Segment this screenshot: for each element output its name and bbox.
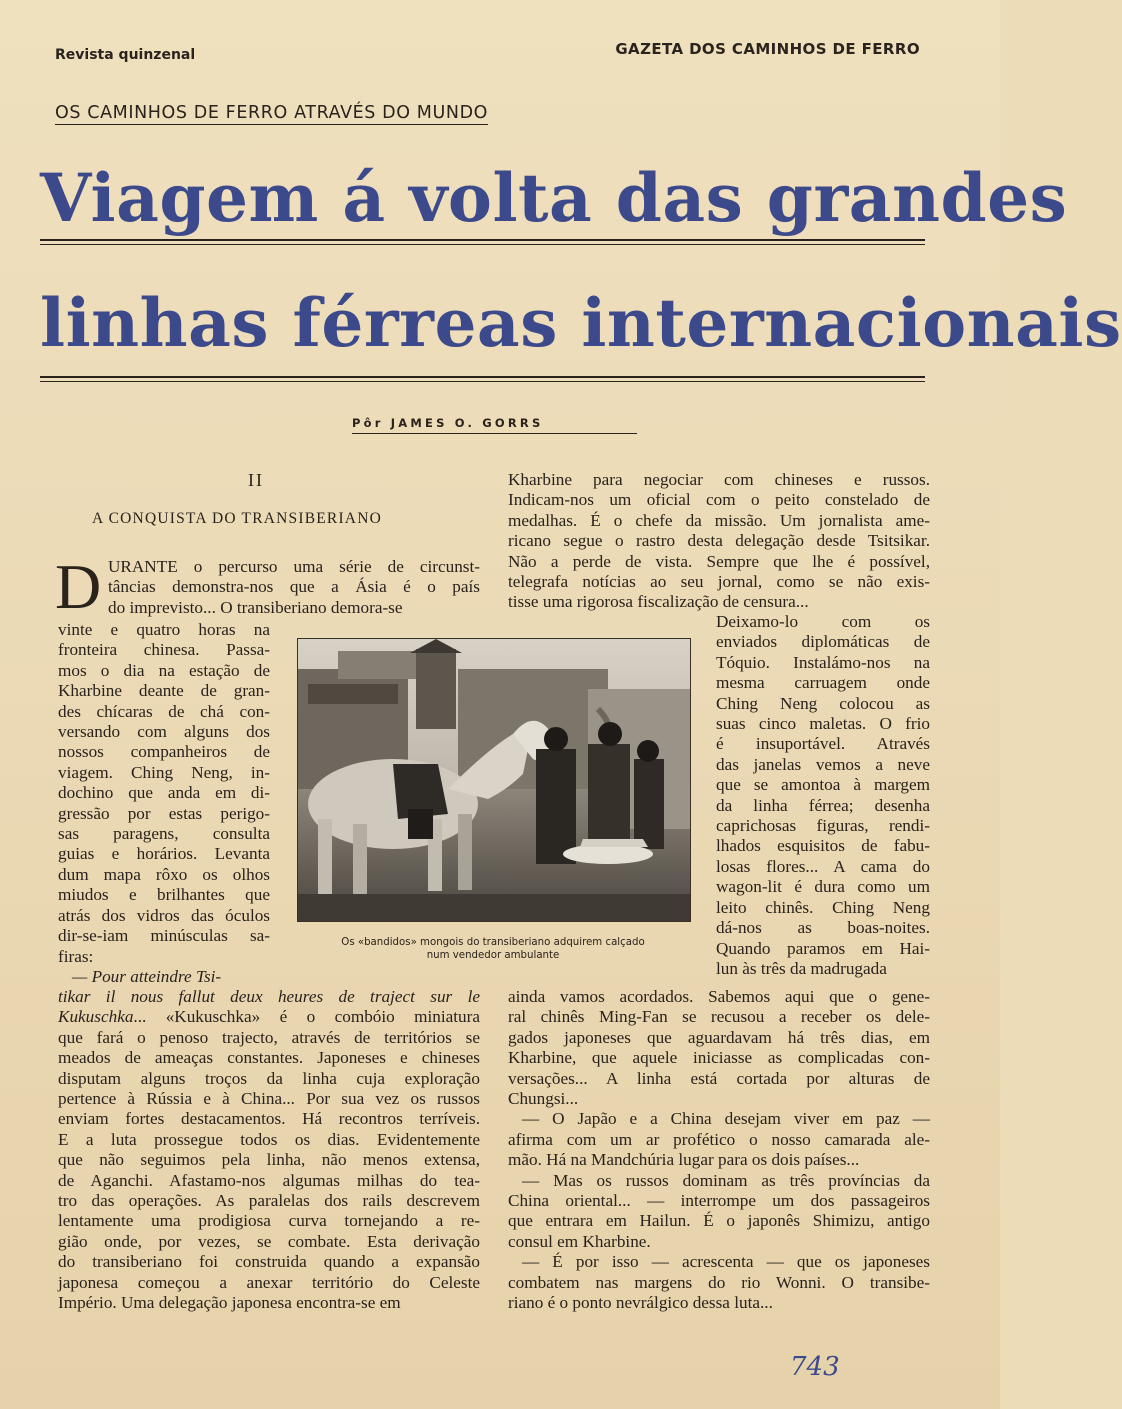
part-number: II: [248, 470, 264, 490]
text-line: gressão por estas perigo-: [58, 803, 270, 823]
column-1-wrap-text: [58, 620, 270, 987]
text-line: atrás dos vidros das óculos: [58, 905, 270, 925]
text-line: Tóquio. Instalámo-nos na: [716, 652, 930, 672]
text-line: leito chinês. Ching Neng: [716, 897, 930, 917]
text-line: tikar il nous fallut deux heures de traject sur le: [58, 987, 480, 1006]
text-line: Ching Neng colocou as: [716, 693, 930, 713]
text-line: enviam fortes destacamentos. Há recontros terríveis.: [58, 1109, 480, 1129]
text-line: mesma carruagem onde: [716, 673, 930, 693]
header-publication-frequency: Revista quinzenal: [55, 47, 196, 63]
text-line: que fará o penoso trajecto, através de territórios se: [58, 1027, 480, 1047]
article-byline: Pôr JAMES O. GORRS: [352, 416, 637, 434]
text-line: — Pour atteindre Tsi-: [72, 966, 222, 986]
photo-horses-and-vendor: [297, 638, 691, 922]
section-kicker: OS CAMINHOS DE FERRO ATRAVÉS DO MUNDO: [55, 103, 489, 123]
text-line: fronteira chinesa. Passa-: [58, 640, 270, 660]
text-line: medalhas. É o chefe da missão. Um jornalista ame-: [508, 510, 930, 530]
text-line: sas paragens, consulta: [58, 824, 270, 844]
italic-fragment: Kukuschka: [58, 1007, 134, 1027]
caption-line: Os «bandidos» mongois do transiberiano adquirem calçado: [341, 937, 645, 948]
text-line: — Mas os russos dominam as três províncias da: [522, 1170, 930, 1190]
text-line: Kukuschka... «Kukuschka» é o combóio miniatura: [58, 1007, 480, 1027]
title-rule: [40, 376, 925, 382]
caption-line: num vendedor ambulante: [426, 950, 560, 961]
text-line: guias e horários. Levanta: [58, 844, 270, 864]
text-line: Quando paramos em Hai-: [716, 938, 930, 958]
text-line: dum mapa rôxo os olhos: [58, 864, 270, 884]
text-line: riano é o ponto nevrálgico dessa luta...: [508, 1293, 773, 1313]
article-title-line-2: linhas férreas internacionais: [40, 284, 1122, 362]
article-title-line-1: Viagem á volta das grandes: [40, 159, 1068, 237]
photo-illustration: [298, 639, 690, 921]
title-rule: [40, 239, 925, 245]
text-line: pertence à Rússia e à China... Por sua vez os russos: [58, 1089, 480, 1109]
text-line: miudos e brilhantes que: [58, 885, 270, 905]
text-line: Kharbine, que aquele iniciasse as complicadas con-: [508, 1048, 930, 1068]
text-line: — É por isso — acrescenta — que os japoneses: [522, 1252, 930, 1272]
text-line: E a luta prossegue todos os dias. Evidentemente: [58, 1129, 480, 1149]
page-number: 743: [790, 1352, 840, 1382]
text-line: afirma com um ar profético o nosso camarada ale-: [508, 1129, 930, 1149]
text-line: gados japoneses que aguardavam há três dias, em: [508, 1027, 930, 1047]
text-line: mos o dia na estação de: [58, 660, 270, 680]
text-line: URANTE o percurso uma série de circunst-: [108, 557, 480, 576]
text-line: nossos companheiros de: [58, 742, 270, 762]
column-1-opening: [108, 557, 480, 618]
text-line: tro das operações. As paralelas dos rails descrevem: [58, 1191, 480, 1211]
text-line: tâncias demonstra-nos que a Ásia é o país: [108, 577, 480, 597]
text-line: é insuportável. Através: [716, 734, 930, 754]
text-line: Império. Uma delegação japonesa encontra-se em: [58, 1293, 401, 1313]
text-line: suas cinco maletas. O frio: [716, 714, 930, 734]
text-line: do transiberiano foi construida quando a expansão: [58, 1252, 480, 1272]
text-line: des chícaras de chá con-: [58, 701, 270, 721]
text-line: que se amontoa à margem: [716, 775, 930, 795]
column-2-body-top: [508, 470, 930, 613]
text-line: ricano segue o rastro desta delegação desde Tsitsikar.: [508, 531, 930, 551]
text-line: disputam alguns troços da linha cuja exploração: [58, 1068, 480, 1088]
text-line: wagon-lit é dura como um: [716, 877, 930, 897]
text-line: das janelas vemos a neve: [716, 754, 930, 774]
text-line: lhados esquisitos de fabu-: [716, 836, 930, 856]
text-line: dir-se-iam minúsculas sa-: [58, 926, 270, 946]
text-line: losas flores... A cama do: [716, 856, 930, 876]
text-line: ral chinês Ming-Fan se recusou a receber os dele-: [508, 1007, 930, 1027]
text-line: que entrara em Hailun. É o japonês Shimizu, antigo: [508, 1211, 930, 1231]
text-line: Indicam-nos um oficial com o peito constelado de: [508, 490, 930, 510]
text-line: telegrafa notícias ao seu jornal, como se não exis-: [508, 572, 930, 592]
text-line: combatem nas margens do rio Wonni. O transibe-: [508, 1272, 930, 1292]
text-line: do imprevisto... O transiberiano demora-se: [108, 597, 403, 617]
drop-cap: D: [55, 551, 102, 622]
text-line: caprichosas figuras, rendi-: [716, 816, 930, 836]
text-line: que não seguimos pela linha, não menos extensa,: [58, 1150, 480, 1170]
text-line: versando com alguns dos: [58, 722, 270, 742]
column-1-body: [58, 987, 480, 1314]
photo-caption: [297, 936, 689, 962]
text-line: enviados diplomáticas de: [716, 632, 930, 652]
text-line: japonesa começou a anexar território do Celeste: [58, 1272, 480, 1292]
text-line: viagem. Ching Neng, in-: [58, 762, 270, 782]
text-line: Chungsi...: [508, 1089, 579, 1109]
text-line: consul em Kharbine.: [508, 1231, 651, 1251]
text-line: gião onde, por vezes, se combate. Esta derivação: [58, 1231, 480, 1251]
text-line: mão. Há na Mandchúria lugar para os dois países...: [508, 1150, 860, 1170]
section-title: A CONQUISTA DO TRANSIBERIANO: [92, 510, 382, 527]
text-line: — O Japão e a China desejam viver em paz —: [522, 1109, 930, 1129]
text-line: ainda vamos acordados. Sabemos aqui que o gene-: [508, 987, 930, 1006]
text-line: vinte e quatro horas na: [58, 620, 270, 639]
text-line: meados de ameaças constantes. Japoneses e chineses: [58, 1048, 480, 1068]
text-line: China oriental... — interrompe um dos passageiros: [508, 1191, 930, 1211]
text-line: dá-nos as boas-noites.: [716, 918, 930, 938]
text-line: da linha férrea; desenha: [716, 795, 930, 815]
text-line: Kharbine deante de gran-: [58, 681, 270, 701]
text-line: lentamente uma prodigiosa curva tornejando a re-: [58, 1211, 480, 1231]
column-2-body-bottom: [508, 987, 930, 1314]
header-magazine-title: GAZETA DOS CAMINHOS DE FERRO: [615, 40, 920, 58]
text-line: firas:: [58, 946, 94, 966]
text-line: dochino que anda em di-: [58, 783, 270, 803]
text-line: Deixamo-lo com os: [716, 612, 930, 631]
text-line: Não a perde de vista. Sempre que lhe é possível,: [508, 551, 930, 571]
text-line: lun às três da madrugada: [716, 958, 887, 978]
column-2-wrap-text: [716, 612, 930, 979]
text-line: Kharbine para negociar com chineses e russos.: [508, 470, 930, 489]
text-line: de Aganchi. Afastamo-nos algumas milhas do tea-: [58, 1170, 480, 1190]
text-line: tisse uma rigorosa fiscalização de censura...: [508, 592, 809, 612]
text-line: versações... A linha está cortada por alturas de: [508, 1068, 930, 1088]
